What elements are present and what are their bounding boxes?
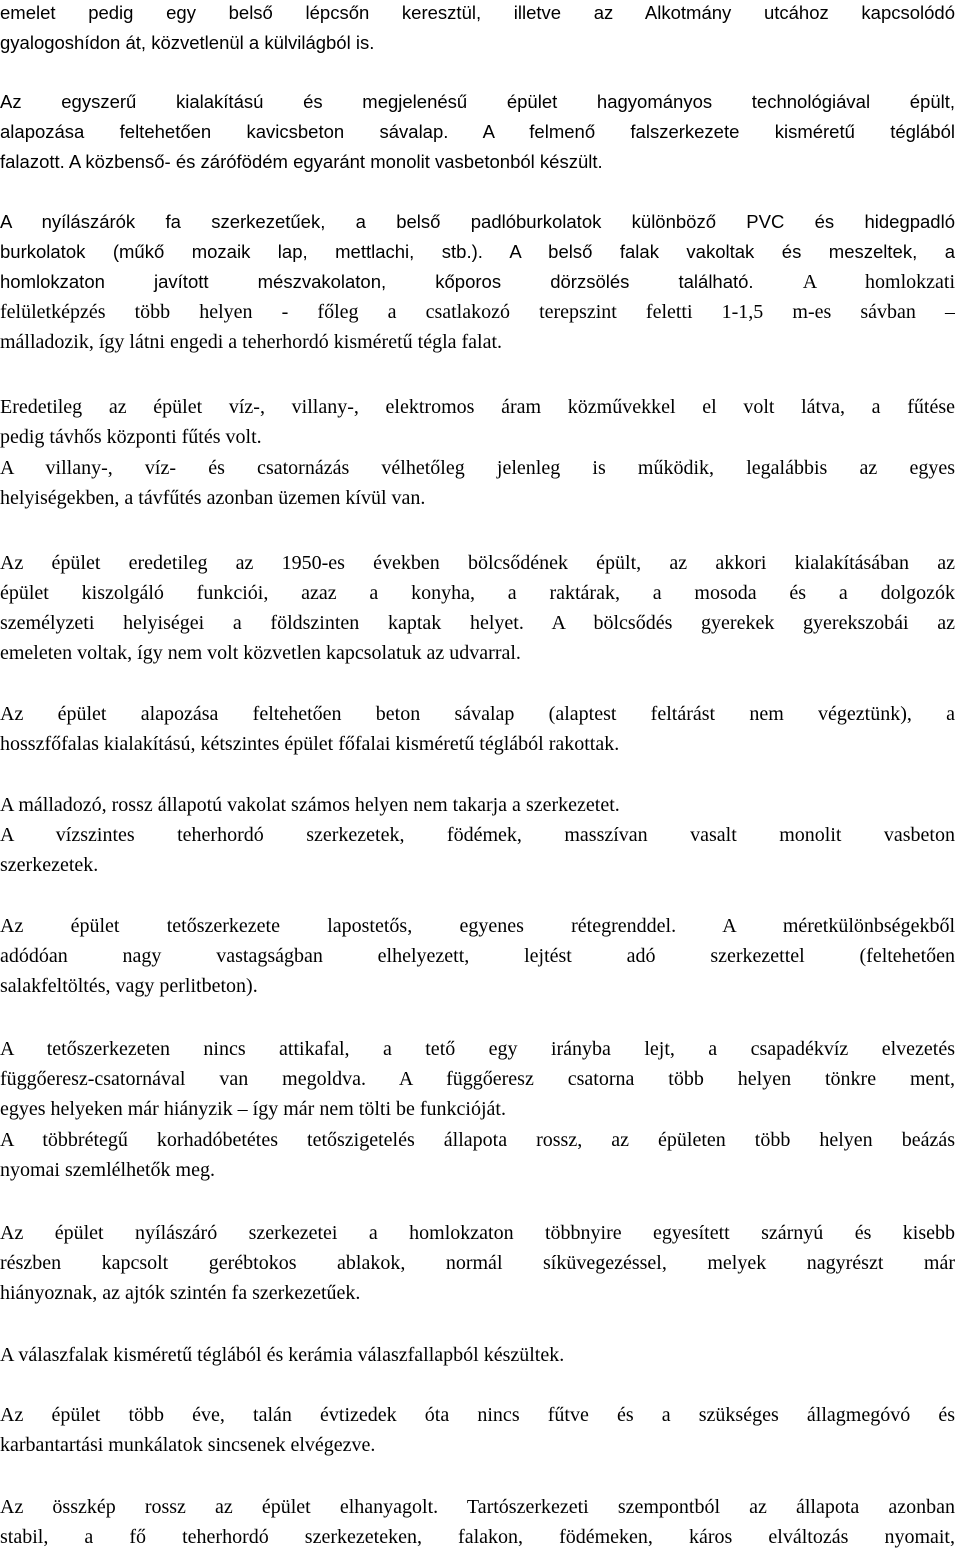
text-line [0,297,955,327]
text-line [0,1522,955,1552]
text-run: Az egyszerű kialakítású és megjelenésű épület hagyományos technológiával épült, [0,91,955,112]
text-run: hiányoznak, az ajtók szintén fa szerkezetűek. [0,1282,361,1304]
text-run: emelet pedig egy belső lépcsőn keresztül, illetve az Alkotmány utcához kapcsolódó [0,2,955,23]
text-run: felületképzés több helyen - főleg a csatlakozó terepszint feletti 1-1,5 m-es sávban – [0,301,955,323]
text-line [0,117,955,147]
text-line [0,1064,955,1094]
text-run: A nyílászárók fa szerkezetűek, a belső padlóburkolatok különböző PVC és hidegpadló [0,211,955,232]
text-line [0,850,955,880]
text-run: A homlokzati [802,271,955,293]
text-run: Az épület több éve, talán évtizedek óta nincs fűtve és a szükséges állagmegóvó és [0,1404,955,1426]
text-line [0,147,955,177]
text-run: A többrétegű korhadóbetétes tetőszigetelés állapota rossz, az épületen több helyen beázás [0,1129,955,1151]
text-line [0,1155,955,1185]
text-run: málladozik, így látni engedi a teherhordó kisméretű tégla falat. [0,331,503,353]
text-line [0,237,955,267]
text-run: függőeresz-csatornával van megoldva. A függőeresz csatorna több helyen tönkre ment, [0,1068,955,1090]
text-run: salakfeltöltés, vagy perlitbeton). [0,975,258,997]
text-line [0,1034,955,1064]
text-run: homlokzaton javított mészvakolaton, kőporos dörzsölés található. [0,271,803,292]
text-line [0,1492,955,1522]
text-line [0,1094,955,1124]
text-line [0,392,955,422]
text-line [0,911,955,941]
text-run: részben kapcsolt gerébtokos ablakok, normál síküvegezéssel, melyek nagyrészt már [0,1252,955,1274]
text-line [0,1430,955,1460]
text-run: Eredetileg az épület víz-, villany-, elektromos áram közművekkel el volt látva, a fűtése [0,396,955,418]
text-run: A vízszintes teherhordó szerkezetek, födémek, masszívan vasalt monolit vasbeton [0,824,955,846]
text-run: emeleten voltak, így nem volt közvetlen kapcsolatuk az udvarral. [0,642,521,664]
text-run: személyzeti helyiségei a földszinten kaptak helyet. A bölcsődés gyerekek gyerekszobái az [0,612,955,634]
text-line [0,207,955,237]
text-run: épület kiszolgáló funkciói, azaz a konyha, a raktárak, a mosoda és a dolgozók [0,582,955,604]
text-run: szerkezetek. [0,854,99,876]
text-line [0,483,955,513]
text-line [0,548,955,578]
text-run: pedig távhős központi fűtés volt. [0,426,262,448]
text-run: helyiségekben, a távfűtés azonban üzemen kívül van. [0,487,426,509]
text-line [0,327,955,357]
text-line [0,422,955,452]
text-line [0,971,955,1001]
text-run: alapozása feltehetően kavicsbeton sávalap. A felmenő falszerkezete kisméretű téglából [0,121,955,142]
text-run: adódóan nagy vastagságban elhelyezett, lejtést adó szerkezettel (feltehetően [0,945,955,967]
text-run: A tetőszerkezeten nincs attikafal, a tető egy irányba lejt, a csapadékvíz elvezetés [0,1038,955,1060]
text-run: A villany-, víz- és csatornázás vélhetőleg jelenleg is működik, legalábbis az egyes [0,457,955,479]
text-run: karbantartási munkálatok sincsenek elvégezve. [0,1434,376,1456]
text-run: Az épület eredetileg az 1950-es években bölcsődének épült, az akkori kialakításában az [0,552,955,574]
text-line [0,638,955,668]
text-line [0,699,955,729]
text-run: egyes helyeken már hiányzik – így már nem tölti be funkcióját. [0,1098,506,1120]
text-run: A válaszfalak kisméretű téglából és kerámia válaszfallapból készültek. [0,1344,565,1366]
text-line [0,1248,955,1278]
text-run: stabil, a fő teherhordó szerkezeteken, falakon, födémeken, káros elváltozás nyomait, [0,1526,955,1548]
text-run: nyomai szemlélhetők meg. [0,1159,215,1181]
text-line [0,267,955,297]
text-line [0,28,955,58]
text-line [0,729,955,759]
text-line [0,608,955,638]
text-run: hosszfőfalas kialakítású, kétszintes épület főfalai kisméretű téglából rakottak. [0,733,620,755]
text-line [0,820,955,850]
text-run: Az összkép rossz az épület elhanyagolt. Tartószerkezeti szempontból az állapota azonban [0,1496,955,1518]
text-run: Az épület alapozása feltehetően beton sávalap (alaptest feltárást nem végeztünk), a [0,703,955,725]
text-line [0,1278,955,1308]
text-line [0,1218,955,1248]
text-line [0,87,955,117]
text-line [0,1125,955,1155]
text-line [0,453,955,483]
text-run: Az épület tetőszerkezete lapostetős, egyenes rétegrenddel. A méretkülönbségekből [0,915,955,937]
text-line [0,1400,955,1430]
text-line [0,790,955,820]
text-run: falazott. A közbenső- és zárófödém egyaránt monolit vasbetonból készült. [0,151,603,172]
text-line [0,578,955,608]
text-run: gyalogoshídon át, közvetlenül a külvilágból is. [0,32,375,53]
text-run: A málladozó, rossz állapotú vakolat számos helyen nem takarja a szerkezetet. [0,794,620,816]
text-line [0,941,955,971]
text-run: Az épület nyílászáró szerkezetei a homlokzaton többnyire egyesített szárnyú és kisebb [0,1222,955,1244]
text-run: burkolatok (műkő mozaik lap, mettlachi, stb.). A belső falak vakoltak és meszeltek, a [0,241,955,262]
text-line [0,0,955,28]
text-line [0,1340,955,1370]
